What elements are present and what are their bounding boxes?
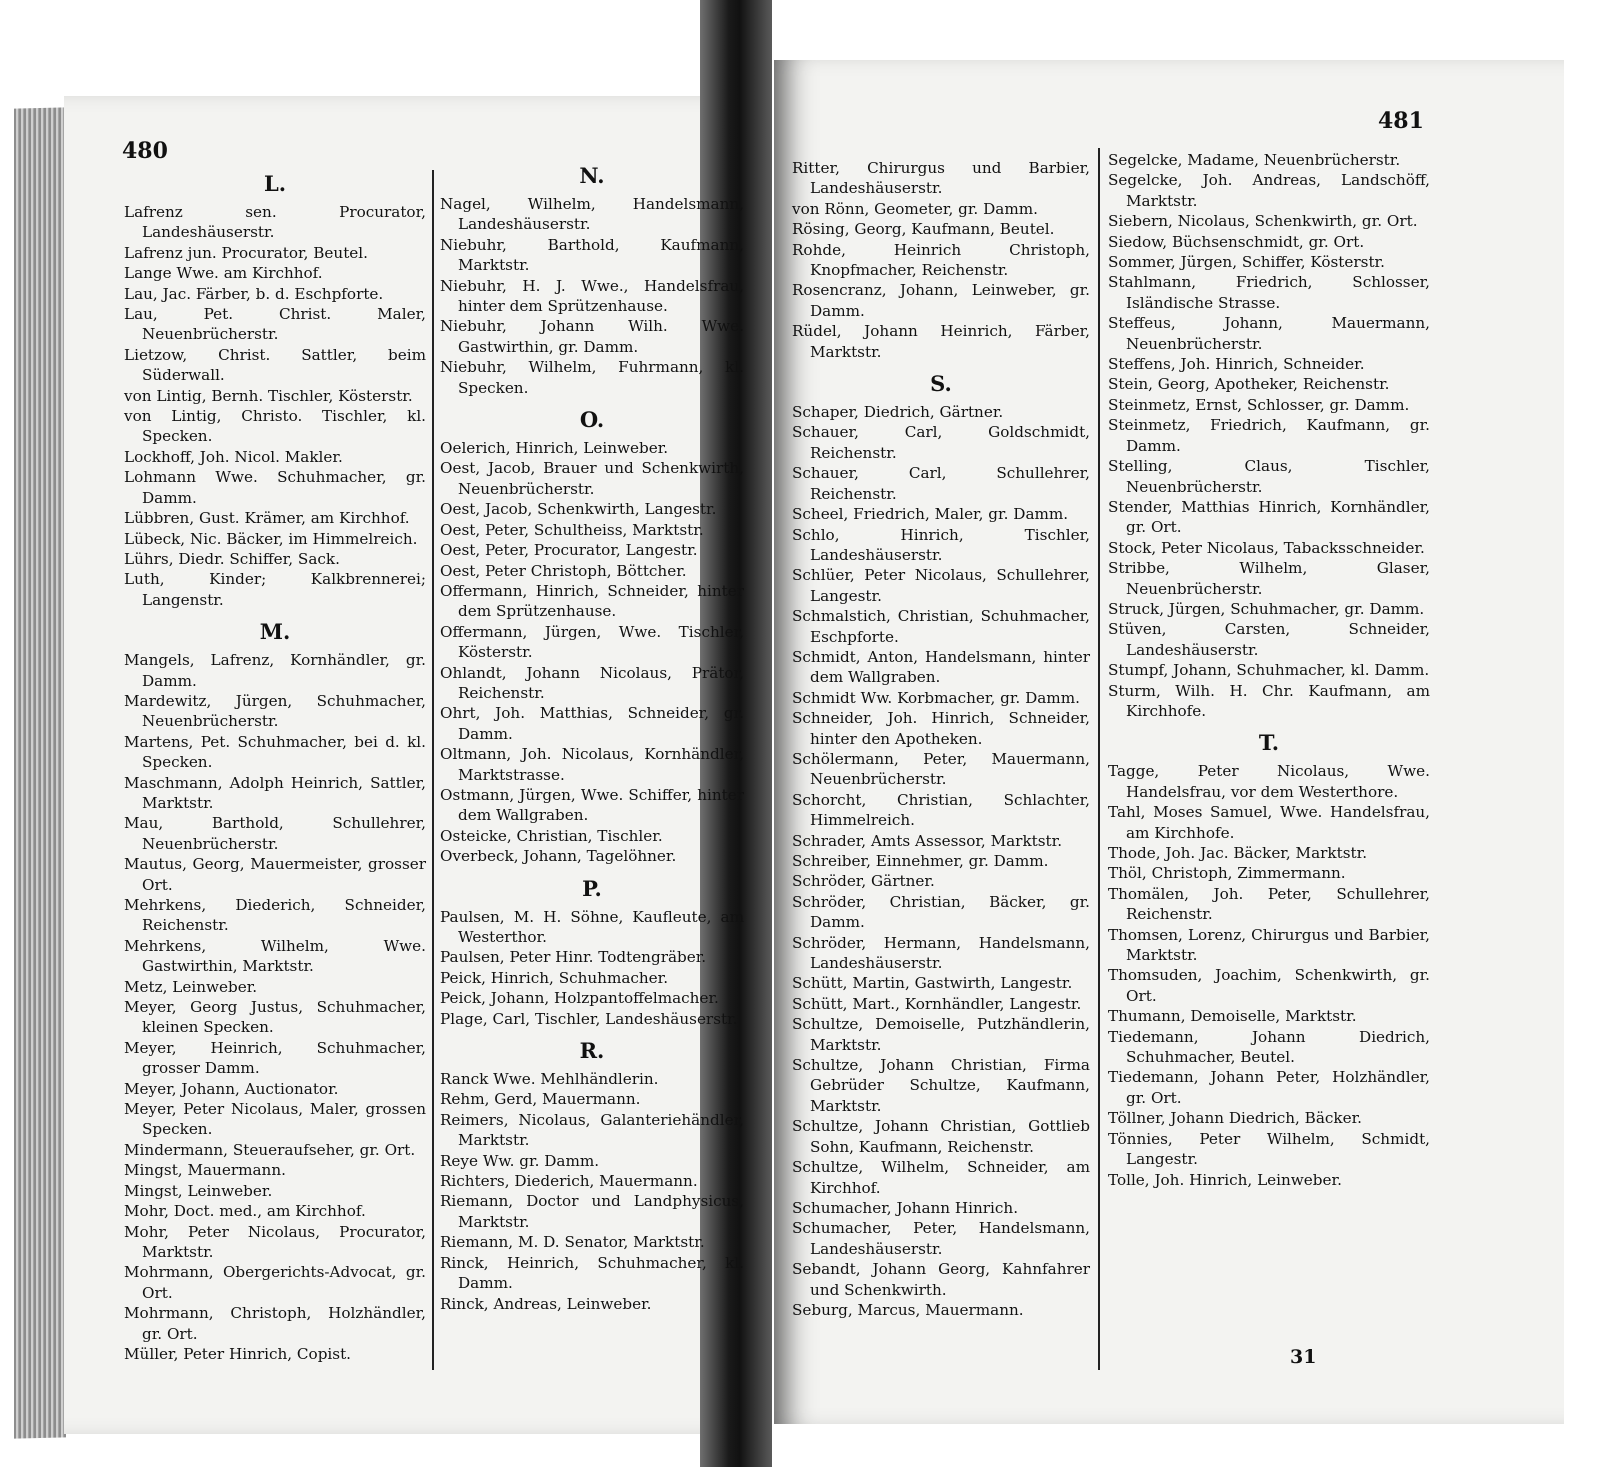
directory-entry: Riemann, Doctor und Landphysicus, Marktstr. [440, 1192, 744, 1231]
directory-entry: Niebuhr, H. J. Wwe., Handelsfrau, hinter dem Sprützenhause. [440, 276, 744, 316]
directory-entry: Mingst, Mauermann. [124, 1161, 286, 1180]
directory-entry: Stüven, Carsten, Schneider, Landeshäuserstr. [1108, 620, 1430, 659]
directory-entry: Lau, Pet. Christ. Maler, Neuenbrücherstr. [124, 305, 426, 344]
directory-entry: Mautus, Georg, Mauermeister, grosser Ort. [124, 855, 426, 894]
directory-entry: Sebandt, Johann Georg, Kahnfahrer und Schenkwirth. [792, 1260, 1090, 1299]
directory-entry: Mohrmann, Obergerichts-Advocat, gr. Ort. [124, 1263, 426, 1302]
directory-entry: Schröder, Hermann, Handelsmann, Landeshäuserstr. [792, 933, 1090, 973]
directory-entry: Schauer, Carl, Schullehrer, Reichenstr. [792, 464, 1090, 503]
directory-entry: Martens, Pet. Schuhmacher, bei d. kl. Specken. [124, 732, 426, 772]
directory-entry: Meyer, Johann, Auctionator. [124, 1079, 339, 1098]
directory-entry: Thumann, Demoiselle, Marktstr. [1108, 1007, 1357, 1026]
directory-entry: Schütt, Mart., Kornhändler, Langestr. [792, 994, 1082, 1013]
column-rule-left [432, 170, 434, 1370]
section-letter: P. [582, 875, 602, 901]
directory-entry: Stein, Georg, Apotheker, Reichenstr. [1108, 375, 1390, 394]
directory-entry: Sommer, Jürgen, Schiffer, Kösterstr. [1108, 253, 1385, 272]
directory-entry: Schultze, Johann Christian, Gottlieb Sohn, Kaufmann, Reichenstr. [792, 1117, 1090, 1156]
directory-entry: Struck, Jürgen, Schuhmacher, gr. Damm. [1108, 599, 1425, 618]
page-edges [14, 107, 66, 1438]
directory-entry: Schlo, Hinrich, Tischler, Landeshäuserstr. [792, 525, 1090, 564]
directory-entry: Mindermann, Steueraufseher, gr. Ort. [124, 1140, 416, 1159]
directory-entry: Oest, Peter Christoph, Böttcher. [440, 561, 687, 580]
directory-entry: Metz, Leinweber. [124, 977, 258, 996]
directory-entry: Mohr, Peter Nicolaus, Procurator, Marktstr. [124, 1222, 426, 1261]
directory-entry: Schaper, Diedrich, Gärtner. [792, 403, 1004, 422]
directory-entry: Mardewitz, Jürgen, Schuhmacher, Neuenbrücherstr. [124, 691, 426, 731]
directory-entry: Schröder, Gärtner. [792, 872, 935, 891]
page-number-right: 481 [1378, 108, 1424, 134]
directory-entry: Rösing, Georg, Kaufmann, Beutel. [792, 220, 1055, 239]
directory-entry: Oltmann, Joh. Nicolaus, Kornhändler, Marktstrasse. [440, 745, 744, 784]
section-letter: S. [930, 371, 952, 397]
directory-entry: Thode, Joh. Jac. Bäcker, Marktstr. [1108, 844, 1368, 862]
directory-entry: Rohde, Heinrich Christoph, Knopfmacher, Reichenstr. [792, 240, 1090, 280]
directory-entry: Lockhoff, Joh. Nicol. Makler. [124, 447, 343, 466]
right-page-column-1 [792, 158, 1090, 1320]
directory-entry: Mehrkens, Diederich, Schneider, Reichenstr. [124, 896, 426, 935]
directory-entry: Segelcke, Madame, Neuenbrücherstr. [1108, 151, 1401, 169]
directory-entry: Steinmetz, Friedrich, Kaufmann, gr. Damm. [1108, 416, 1430, 455]
directory-entry: Schlüer, Peter Nicolaus, Schullehrer, Langestr. [792, 566, 1090, 605]
directory-entry: Schütt, Martin, Gastwirth, Langestr. [792, 974, 1073, 993]
directory-entry: Maschmann, Adolph Heinrich, Sattler, Marktstr. [124, 773, 426, 812]
directory-entry: Stock, Peter Nicolaus, Tabacksschneider. [1108, 538, 1425, 557]
directory-entry: Thomsuden, Joachim, Schenkwirth, gr. Ort. [1108, 966, 1430, 1005]
directory-entry: Offermann, Hinrich, Schneider, hinter dem Sprützenhause. [440, 581, 744, 621]
directory-entry: Peick, Hinrich, Schuhmacher. [440, 968, 669, 987]
directory-entry: Riemann, M. D. Senator, Marktstr. [440, 1233, 705, 1252]
directory-entry: Schneider, Joh. Hinrich, Schneider, hinter den Apotheken. [792, 709, 1090, 748]
directory-entry: Sturm, Wilh. H. Chr. Kaufmann, am Kirchhofe. [1108, 681, 1430, 720]
directory-entry: Tahl, Moses Samuel, Wwe. Handelsfrau, am Kirchhofe. [1108, 803, 1430, 842]
directory-entry: Lafrenz sen. Procurator, Landeshäuserstr. [124, 203, 426, 242]
directory-entry: Siedow, Büchsenschmidt, gr. Ort. [1108, 232, 1365, 251]
page-number-left: 480 [122, 138, 168, 164]
directory-entry: Schmidt, Anton, Handelsmann, hinter dem Wallgraben. [792, 647, 1090, 687]
directory-entry: Lafrenz jun. Procurator, Beutel. [124, 243, 368, 262]
directory-entry: Steinmetz, Ernst, Schlosser, gr. Damm. [1108, 395, 1410, 414]
directory-entry: Paulsen, M. H. Söhne, Kaufleute, am Westerthor. [440, 907, 744, 946]
directory-entry: Seburg, Marcus, Mauermann. [792, 1300, 1024, 1319]
directory-entry: Schorcht, Christian, Schlachter, Himmelreich. [792, 790, 1090, 830]
section-letter: L. [263, 171, 287, 196]
directory-entry: Schultze, Wilhelm, Schneider, am Kirchhof. [792, 1158, 1090, 1197]
section-letter: T. [1258, 730, 1280, 756]
directory-entry: Thöl, Christoph, Zimmermann. [1108, 864, 1346, 883]
directory-entry: von Lintig, Christo. Tischler, kl. Specken. [124, 407, 426, 446]
directory-entry: Thomsen, Lorenz, Chirurgus und Barbier, Marktstr. [1108, 925, 1430, 965]
left-page-column-1 [124, 170, 426, 1364]
directory-entry: Oest, Jacob, Brauer und Schenkwirth, Neuenbrücherstr. [440, 459, 744, 498]
directory-entry: Ostmann, Jürgen, Wwe. Schiffer, hinter dem Wallgraben. [440, 785, 744, 825]
directory-entry: Schröder, Christian, Bäcker, gr. Damm. [792, 892, 1090, 932]
directory-entry: Mau, Barthold, Schullehrer, Neuenbrücherstr. [124, 814, 426, 853]
directory-entry: Mangels, Lafrenz, Kornhändler, gr. Damm. [124, 651, 426, 690]
left-page-column-2 [440, 162, 744, 1314]
directory-entry: Steffeus, Johann, Mauermann, Neuenbrücherstr. [1108, 314, 1430, 353]
column-rule-right [1098, 148, 1100, 1370]
directory-entry: Schultze, Demoiselle, Putzhändlerin, Marktstr. [792, 1015, 1090, 1054]
directory-entry: Offermann, Jürgen, Wwe. Tischler, Kösterstr. [440, 622, 744, 662]
directory-entry: Tolle, Joh. Hinrich, Leinweber. [1108, 1170, 1342, 1189]
directory-entry: Rosencranz, Johann, Leinweber, gr. Damm. [792, 281, 1090, 320]
directory-entry: Töllner, Johann Diedrich, Bäcker. [1108, 1109, 1363, 1128]
directory-entry: von Lintig, Bernh. Tischler, Kösterstr. [124, 386, 413, 405]
directory-entry: Niebuhr, Johann Wilh. Wwe. Gastwirthin, gr. Damm. [440, 317, 744, 356]
directory-entry: Meyer, Heinrich, Schuhmacher, grosser Damm. [124, 1038, 426, 1078]
directory-entry: Schumacher, Johann Hinrich. [792, 1198, 1019, 1217]
directory-entry: Reye Ww. gr. Damm. [440, 1151, 600, 1170]
directory-entry: Schmalstich, Christian, Schuhmacher, Eschpforte. [792, 607, 1090, 646]
directory-entry: Ritter, Chirurgus und Barbier, Landeshäuserstr. [792, 159, 1090, 198]
right-page-column-2 [1108, 150, 1430, 1190]
directory-entry: Mohrmann, Christoph, Holzhändler, gr. Ort. [124, 1304, 426, 1343]
directory-entry: Reimers, Nicolaus, Galanteriehändler, Marktstr. [440, 1110, 744, 1150]
directory-entry: Plage, Carl, Tischler, Landeshäuserstr. [440, 1009, 738, 1028]
directory-entry: Steffens, Joh. Hinrich, Schneider. [1108, 355, 1365, 374]
directory-entry: Ohrt, Joh. Matthias, Schneider, gr. Damm. [440, 704, 744, 743]
section-letter: M. [259, 619, 291, 645]
directory-entry: Schultze, Johann Christian, Firma Gebrüder Schultze, Kaufmann, Marktstr. [792, 1056, 1090, 1115]
directory-entry: Ranck Wwe. Mehlhändlerin. [440, 1070, 659, 1089]
directory-entry: Oest, Peter, Procurator, Langestr. [440, 541, 698, 560]
directory-entry: Tiedemann, Johann Diedrich, Schuhmacher, Beutel. [1108, 1027, 1430, 1067]
directory-entry: Rüdel, Johann Heinrich, Färber, Marktstr. [792, 322, 1090, 361]
directory-entry: Lau, Jac. Färber, b. d. Eschpforte. [124, 284, 384, 303]
directory-entry: Rinck, Andreas, Leinweber. [440, 1294, 652, 1313]
directory-entry: Overbeck, Johann, Tagelöhner. [440, 847, 677, 866]
directory-entry: Stumpf, Johann, Schuhmacher, kl. Damm. [1108, 661, 1430, 680]
directory-entry: Mingst, Leinweber. [124, 1181, 273, 1200]
directory-entry: Ohlandt, Johann Nicolaus, Prätor, Reichenstr. [440, 663, 744, 702]
directory-entry: Meyer, Georg Justus, Schuhmacher, kleinen Specken. [124, 998, 426, 1037]
directory-entry: Tagge, Peter Nicolaus, Wwe. Handelsfrau, vor dem Westerthore. [1108, 762, 1430, 801]
directory-entry: Thomälen, Joh. Peter, Schullehrer, Reichenstr. [1108, 884, 1430, 924]
directory-entry: Mohr, Doct. med., am Kirchhof. [124, 1202, 366, 1221]
directory-entry: Nagel, Wilhelm, Handelsmann, Landeshäuserstr. [440, 195, 744, 234]
directory-entry: Osteicke, Christian, Tischler. [440, 826, 663, 845]
directory-entry: Siebern, Nicolaus, Schenkwirth, gr. Ort. [1108, 212, 1418, 231]
directory-entry: von Rönn, Geometer, gr. Damm. [792, 199, 1038, 218]
directory-entry: Lübbren, Gust. Krämer, am Kirchhof. [124, 509, 410, 528]
directory-entry: Lietzow, Christ. Sattler, beim Süderwall. [124, 345, 426, 385]
directory-entry: Luth, Kinder; Kalkbrennerei; Langenstr. [124, 570, 426, 609]
section-letter: N. [579, 163, 605, 188]
directory-entry: Müller, Peter Hinrich, Copist. [124, 1344, 351, 1363]
directory-entry: Richters, Diederich, Mauermann. [440, 1172, 698, 1191]
directory-entry: Niebuhr, Wilhelm, Fuhrmann, kl. Specken. [440, 358, 744, 397]
directory-entry: Scheel, Friedrich, Maler, gr. Damm. [792, 505, 1069, 524]
directory-entry: Segelcke, Joh. Andreas, Landschöff, Marktstr. [1108, 171, 1430, 210]
directory-entry: Lohmann Wwe. Schuhmacher, gr. Damm. [124, 468, 426, 507]
directory-entry: Lührs, Diedr. Schiffer, Sack. [124, 549, 340, 568]
section-letter: O. [579, 407, 605, 433]
directory-entry: Tönnies, Peter Wilhelm, Schmidt, Langestr. [1108, 1129, 1430, 1169]
directory-entry: Lübeck, Nic. Bäcker, im Himmelreich. [124, 529, 418, 548]
section-letter: R. [579, 1038, 605, 1064]
directory-entry: Oest, Jacob, Schenkwirth, Langestr. [440, 500, 717, 519]
directory-entry: Peick, Johann, Holzpantoffelmacher. [440, 989, 719, 1008]
directory-entry: Niebuhr, Barthold, Kaufmann, Marktstr. [440, 235, 744, 275]
signature-mark: 31 [1290, 1346, 1317, 1368]
directory-entry: Rehm, Gerd, Mauermann. [440, 1090, 641, 1109]
directory-entry: Lange Wwe. am Kirchhof. [124, 264, 323, 283]
directory-entry: Schauer, Carl, Goldschmidt, Reichenstr. [792, 423, 1090, 462]
directory-entry: Stahlmann, Friedrich, Schlosser, Isländische Strasse. [1108, 273, 1430, 312]
directory-entry: Oest, Peter, Schultheiss, Marktstr. [440, 520, 704, 539]
directory-entry: Schölermann, Peter, Mauermann, Neuenbrücherstr. [792, 749, 1090, 789]
directory-entry: Stelling, Claus, Tischler, Neuenbrücherstr. [1108, 457, 1430, 496]
directory-entry: Schrader, Amts Assessor, Marktstr. [792, 831, 1063, 850]
directory-entry: Schmidt Ww. Korbmacher, gr. Damm. [792, 688, 1080, 707]
directory-entry: Schumacher, Peter, Handelsmann, Landeshäuserstr. [792, 1219, 1090, 1258]
directory-entry: Rinck, Heinrich, Schuhmacher, kl. Damm. [440, 1253, 744, 1293]
directory-entry: Stender, Matthias Hinrich, Kornhändler, gr. Ort. [1108, 497, 1430, 537]
directory-entry: Meyer, Peter Nicolaus, Maler, grossen Specken. [124, 1100, 426, 1139]
directory-entry: Oelerich, Hinrich, Leinweber. [440, 439, 669, 458]
directory-entry: Paulsen, Peter Hinr. Todtengräber. [440, 948, 707, 967]
directory-entry: Mehrkens, Wilhelm, Wwe. Gastwirthin, Marktstr. [124, 936, 426, 976]
directory-entry: Stribbe, Wilhelm, Glaser, Neuenbrücherstr. [1108, 559, 1430, 598]
directory-entry: Schreiber, Einnehmer, gr. Damm. [792, 852, 1049, 870]
directory-entry: Tiedemann, Johann Peter, Holzhändler, gr. Ort. [1108, 1068, 1430, 1107]
